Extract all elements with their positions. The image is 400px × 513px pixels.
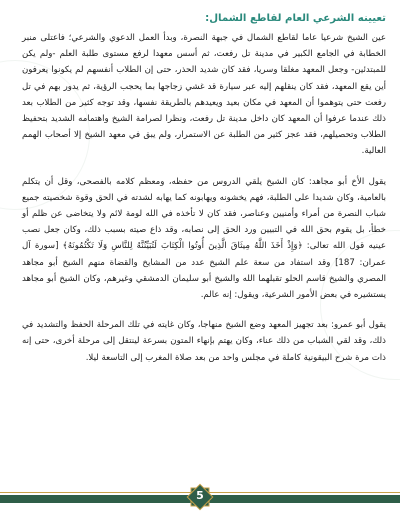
paragraph: عين الشيخ شرعيا عاما لقاطع الشمال في جبهة النصرة، وبدأ العمل الدعوي والشرعي؛ فاعتلى منبر الخطابة في الجامع الكبير في مدينة تل رفعت، ثم أسس معهدا لرفع مستوى طلبة العلم -ولم يكن للمبتدئين- وجعل المعهد مغلقا وسريا، فقد كان شديد الحذر، حتى إن الطلاب أنفسهم لم يكونوا يعرفون أين يقع المعهد، فقد كان ينقلهم إليه عبر سيارة قد غشي زجاجها بما يحجب الرؤية، ثم يدور بهم في تل رفعت حتى يتوهموا أن المعهد في مكان بعيد ويعيدهم بالطريقة نفسها، وقد توجه كثير من الطلاب بعد ذلك عندما عرفوا أن المعهد كان داخل مدينة تل رفعت، ونظرا لصرامة الشيخ واهتمامه الشديد بتحفيظ الطلاب وتحصيلهم، فقد عجز كثير من الطلبة عن الاستمرار، ولم يبق في معهد الشيخ إلا أصحاب الهمم العالية.: [22, 33, 386, 157]
paragraph: يقول أبو عمرو: بعد تجهيز المعهد وضع الشيخ منهاجا، وكان غايته في تلك المرحلة الحفظ والتشديد في ذلك، وقد لقي الشباب من ذلك عناء، وكان يهتم بإنهاء المتون بسرعة لينتقل إلى مرحلة أخرى، حتى إنه ذات مرة شرح البيقونية كاملة في مجلس واحد من بعد صلاة المغرب إلى التاسعة ليلا.: [22, 320, 386, 363]
section-heading: تعيينه الشرعي العام لقاطع الشمال:: [205, 13, 386, 24]
footer-band: [0, 479, 400, 513]
page-number-badge: [186, 483, 214, 511]
paragraph: يقول الأخ أبو مجاهد: كان الشيخ يلقي الدروس من حفظه، ومعظم كلامه بالفصحى، وقل أن يتكلم بالعامية، وكان شديدا على الطلبة، فهم يخشونه ويهابونه كما يهابه لشدته في الحق وقوة شخصيته جميع شباب النصرة من أمراء وأمنيين وعناصر، فقد كان لا تأخذه في الله لومة لائم ولا يتخاضى عن ظلم أو خطأ، بل يقوم بحق الله في التبيين ورد الحق إلى نصابه، وقد ذاع صيته بسبب ذلك، وكان جعل نصب عينيه قول الله تعالى: ﴿وَإِذْ أَخَذَ اللَّهُ مِيثَاقَ الَّذِينَ أُوتُوا الْكِتَابَ لَتُبَيِّنُنَّهُ لِلنَّاسِ وَلَا تَكْتُمُونَهُ﴾ [سورة آل عمران: 187] وقد استفاد من سعة علم الشيخ عدد من المشايخ والقضاة منهم الشيخ أبو مجاهد المصري والشيخ قاسم الحلو تقبلهما الله والشيخ أبو سليمان الدمشقي وغيرهم، وكان الشيخ أبو مجاهد يستشيره في بعض الأمور الشرعية، ويقول: إنه عالم.: [22, 176, 386, 301]
page-number: 5: [196, 489, 204, 502]
page-content: [22, 12, 386, 366]
